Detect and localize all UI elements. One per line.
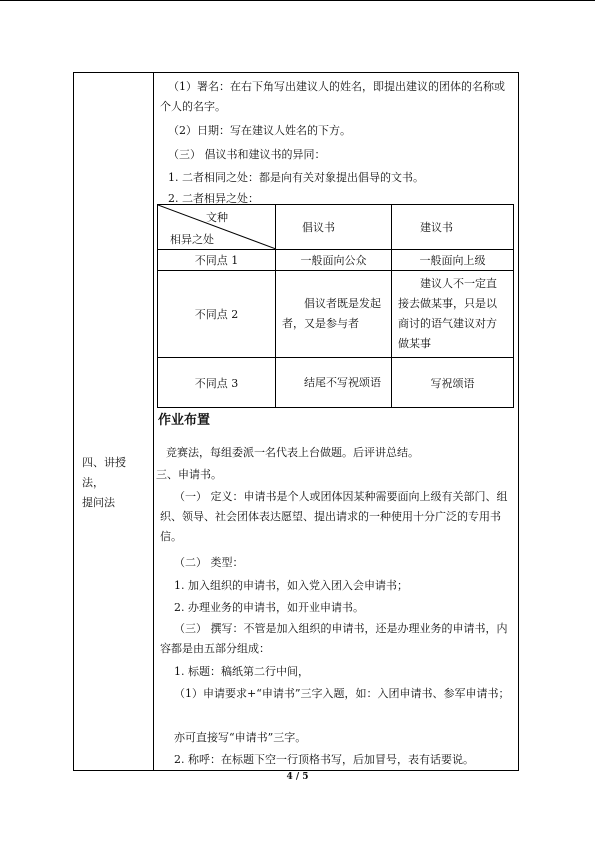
- row-proposal-cell: 倡议者既是发起者，又是参与者: [276, 271, 392, 358]
- method-cell: [82, 453, 150, 513]
- para-compare-title: （三） 倡议书和建议书的异同：: [168, 148, 326, 161]
- top-rule: [0, 0, 595, 1]
- row-proposal-cell: 结尾不写祝颂语: [276, 358, 392, 408]
- para-difference: 2. 二者相异之处：: [168, 192, 259, 205]
- table-row: [158, 271, 514, 358]
- header-doc-type: 文种: [206, 211, 228, 224]
- body-heading-alt: 亦可直接写“申请书”三字。: [174, 731, 307, 744]
- table-row: [158, 358, 514, 408]
- table-row: [158, 250, 514, 271]
- header-suggestion: 建议书: [392, 205, 514, 250]
- row-label: 不同点 1: [158, 250, 276, 271]
- row-proposal-cell: 一般面向公众: [276, 250, 392, 271]
- comparison-header-row: [158, 205, 514, 250]
- row-suggestion-cell: 建议人不一定直接去做某事，只是以商讨的语气建议对方做某事: [392, 271, 514, 358]
- body-salutation: 2. 称呼：在标题下空一行顶格书写，后加冒号，表有话要说。: [174, 753, 474, 766]
- comparison-table: [157, 204, 514, 408]
- body-types: （二） 类型：: [174, 556, 244, 569]
- method-line-3: 提问法: [82, 496, 115, 509]
- method-line-2: 法，: [82, 476, 104, 489]
- diagonal-header-cell: [158, 205, 276, 250]
- body-application-title: 三、申请书。: [156, 468, 222, 481]
- body-type-1: 1. 加入组织的申请书，如入党入团入会申请书；: [174, 579, 408, 592]
- body-heading-rule: 1. 标题：稿纸第二行中间，: [174, 665, 309, 678]
- header-proposal: 倡议书: [276, 205, 392, 250]
- lesson-table: [73, 72, 519, 771]
- body-contest: 竞赛法，每组委派一名代表上台做题。后评讲总结。: [166, 446, 419, 459]
- row-suggestion-cell: 写祝颂语: [392, 358, 514, 408]
- page-number: 4 / 5: [286, 772, 309, 782]
- body-writing: （三） 撰写：不管是加入组织的申请书，还是办理业务的申请书，内容都是由五部分组成：: [160, 622, 508, 655]
- body-definition: （一） 定义：申请书是个人或团体因某种需要面向上级有关部门、组织、领导、社会团体表达愿望、提出请求的一种使用十分广泛的专用书信。: [160, 490, 508, 543]
- para-signature: （1）署名：在右下角写出建议人的姓名，即提出建议的团体的名称或个人的名字。: [160, 80, 505, 113]
- para-date: （2）日期：写在建议人姓名的下方。: [168, 124, 351, 137]
- row-label: 不同点 3: [158, 358, 276, 408]
- body-type-2: 2. 办理业务的申请书，如开业申请书。: [174, 601, 364, 614]
- header-difference: 相异之处: [170, 233, 214, 246]
- row-suggestion-cell: 一般面向上级: [392, 250, 514, 271]
- method-line-1: 四、讲授: [82, 456, 126, 469]
- body-heading-example: （1）申请要求+“申请书”三字入题，如：入团申请书、参军申请书；: [174, 687, 510, 700]
- para-similarity: 1. 二者相同之处：都是向有关对象提出倡导的文书。: [168, 171, 424, 184]
- section-heading: 作业布置: [158, 413, 211, 428]
- column-divider: [153, 73, 154, 770]
- row-label: 不同点 2: [158, 271, 276, 358]
